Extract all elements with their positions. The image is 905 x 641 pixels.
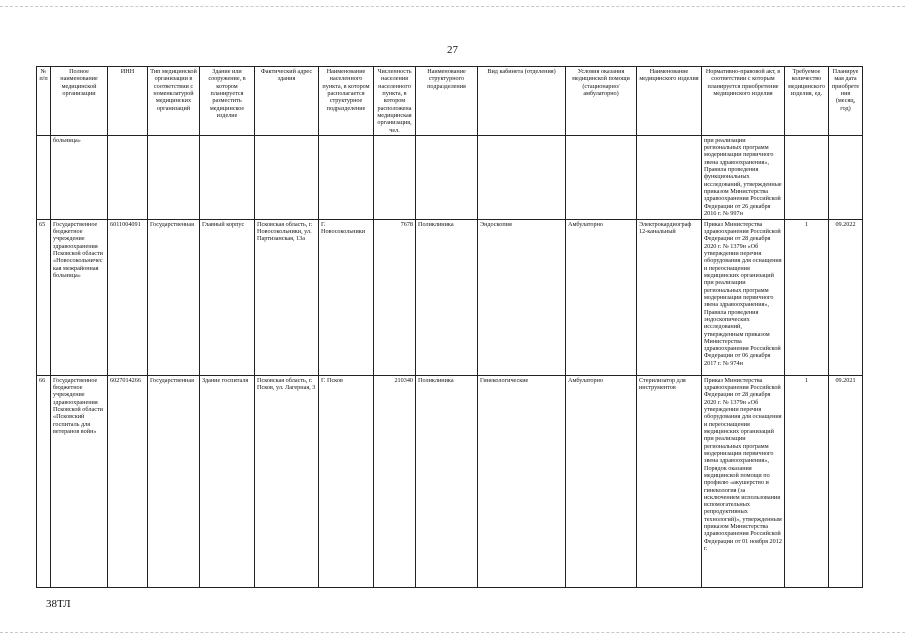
cell-date: 09.2022	[829, 219, 863, 375]
col-header-inn: ИНН	[108, 67, 148, 136]
col-header-cabinet: Вид кабинета (отделения)	[478, 67, 566, 136]
col-header-org-name: Полное наименование медицинской организации	[51, 67, 108, 136]
cell-org-name: больница»	[51, 135, 108, 219]
cell-cabinet: Гинекологические	[478, 375, 566, 587]
cell-conditions: Амбулаторно	[566, 375, 637, 587]
col-header-type: Тип медицинской организации в соответствии с номенклатурой медицинских организаций	[148, 67, 200, 136]
col-header-unit: Наименование структурного подразделения	[416, 67, 478, 136]
col-header-locality: Наименование населенного пункта, в котором располагается структурное подразделение	[319, 67, 374, 136]
cell-building	[200, 135, 255, 219]
col-header-address: Фактический адрес здания	[255, 67, 319, 136]
cell-num	[37, 135, 51, 219]
cell-org-name: Государственное бюджетное учреждение здравоохранения Псковской области «Псковский госпиталь для ветеранов войн»	[51, 375, 108, 587]
col-header-date: Планируемая дата приобретения (месяц, год)	[829, 67, 863, 136]
cell-population	[374, 135, 416, 219]
table-row-continuation	[37, 135, 863, 219]
cell-device: Стерилизатор для инструментов	[637, 375, 702, 587]
cell-type: Государственная	[148, 375, 200, 587]
cell-quantity	[785, 135, 829, 219]
col-header-quantity: Требуемое количество медицинского изделия, ед.	[785, 67, 829, 136]
col-header-population: Численность населения населенного пункта, в котором расположена медицинская организация, чел.	[374, 67, 416, 136]
cell-building: Главный корпус	[200, 219, 255, 375]
cell-quantity: 1	[785, 219, 829, 375]
cell-address: Псковская область, г. Новосокольники, ул. Партизанская, 13а	[255, 219, 319, 375]
cell-num: 66	[37, 375, 51, 587]
cell-cabinet: Эндоскопия	[478, 219, 566, 375]
cell-unit: Поликлиника	[416, 219, 478, 375]
cell-quantity: 1	[785, 375, 829, 587]
cell-date	[829, 135, 863, 219]
cell-conditions: Амбулаторно	[566, 219, 637, 375]
col-header-conditions: Условия оказания медицинской помощи (стационарно/ амбулаторно)	[566, 67, 637, 136]
cell-type	[148, 135, 200, 219]
cell-address: Псковская область, г. Псков, ул. Лагерная, 3	[255, 375, 319, 587]
table-header-row	[37, 67, 863, 136]
cell-legal-act: при реализации региональных программ модернизации первичного звена здравоохранения», Правила проведения функциональных исследований, утвержденные приказом Министерства здравоохранения Российской Федерации от 26 декабря 2016 г. № 997н	[702, 135, 785, 219]
cell-inn: 6027014266	[108, 375, 148, 587]
col-header-legal-act: Нормативно-правовой акт, в соответствии с которым планируется приобретение медицинского изделия	[702, 67, 785, 136]
cell-cabinet	[478, 135, 566, 219]
col-header-building: Здание или сооружение, в котором планируется разместить медицинское изделие	[200, 67, 255, 136]
equipment-table	[36, 66, 863, 588]
cell-locality: Г. Псков	[319, 375, 374, 587]
cell-locality	[319, 135, 374, 219]
col-header-num: № п/п	[37, 67, 51, 136]
cell-device: Электрокардиограф 12-канальный	[637, 219, 702, 375]
cell-type: Государственная	[148, 219, 200, 375]
cell-device	[637, 135, 702, 219]
cell-building: Здание госпиталя	[200, 375, 255, 587]
cell-legal-act: Приказ Министерства здравоохранения Российской Федерации от 28 декабря 2020 г. № 1379н «Об утверждении перечня оборудования для оснащения и переоснащения медицинских организаций при реализации региональных программ модернизации первичного звена здравоохранения», Порядок оказания медицинской помощи по профилю «акушерство и гинекология (за исключением использования вспомогательных репродуктивных технологий)», утвержденным приказом Министерства здравоохранения Российской Федерации от 01 ноября 2012 г.	[702, 375, 785, 587]
cell-org-name: Государственное бюджетное учреждение здравоохранения Псковской области «Новосокольническая межрайонная больница»	[51, 219, 108, 375]
cell-unit	[416, 135, 478, 219]
cell-address	[255, 135, 319, 219]
col-header-device: Наименование медицинского изделия	[637, 67, 702, 136]
footer-document-code: 38ТЛ	[46, 598, 71, 610]
cell-date: 09.2021	[829, 375, 863, 587]
cell-unit: Поликлиника	[416, 375, 478, 587]
cell-population: 7678	[374, 219, 416, 375]
cell-num: 65	[37, 219, 51, 375]
table-row	[37, 375, 863, 587]
table-row	[37, 219, 863, 375]
page-number: 27	[447, 44, 458, 56]
cell-locality: Г. Новосокольники	[319, 219, 374, 375]
cell-conditions	[566, 135, 637, 219]
cell-inn: 6011004091	[108, 219, 148, 375]
scan-top-edge	[0, 0, 905, 7]
cell-population: 210340	[374, 375, 416, 587]
cell-legal-act: Приказ Министерства здравоохранения Российской Федерации от 28 декабря 2020 г. № 1379н «Об утверждении перечня оборудования для оснащения и переоснащения медицинских организаций при реализации региональных программ модернизации первичного звена здравоохранения», Правила проведения эндоскопических исследований, утвержденным приказом Министерства здравоохранения Российской Федерации от 06 декабря 2017 г. № 974н	[702, 219, 785, 375]
cell-inn	[108, 135, 148, 219]
